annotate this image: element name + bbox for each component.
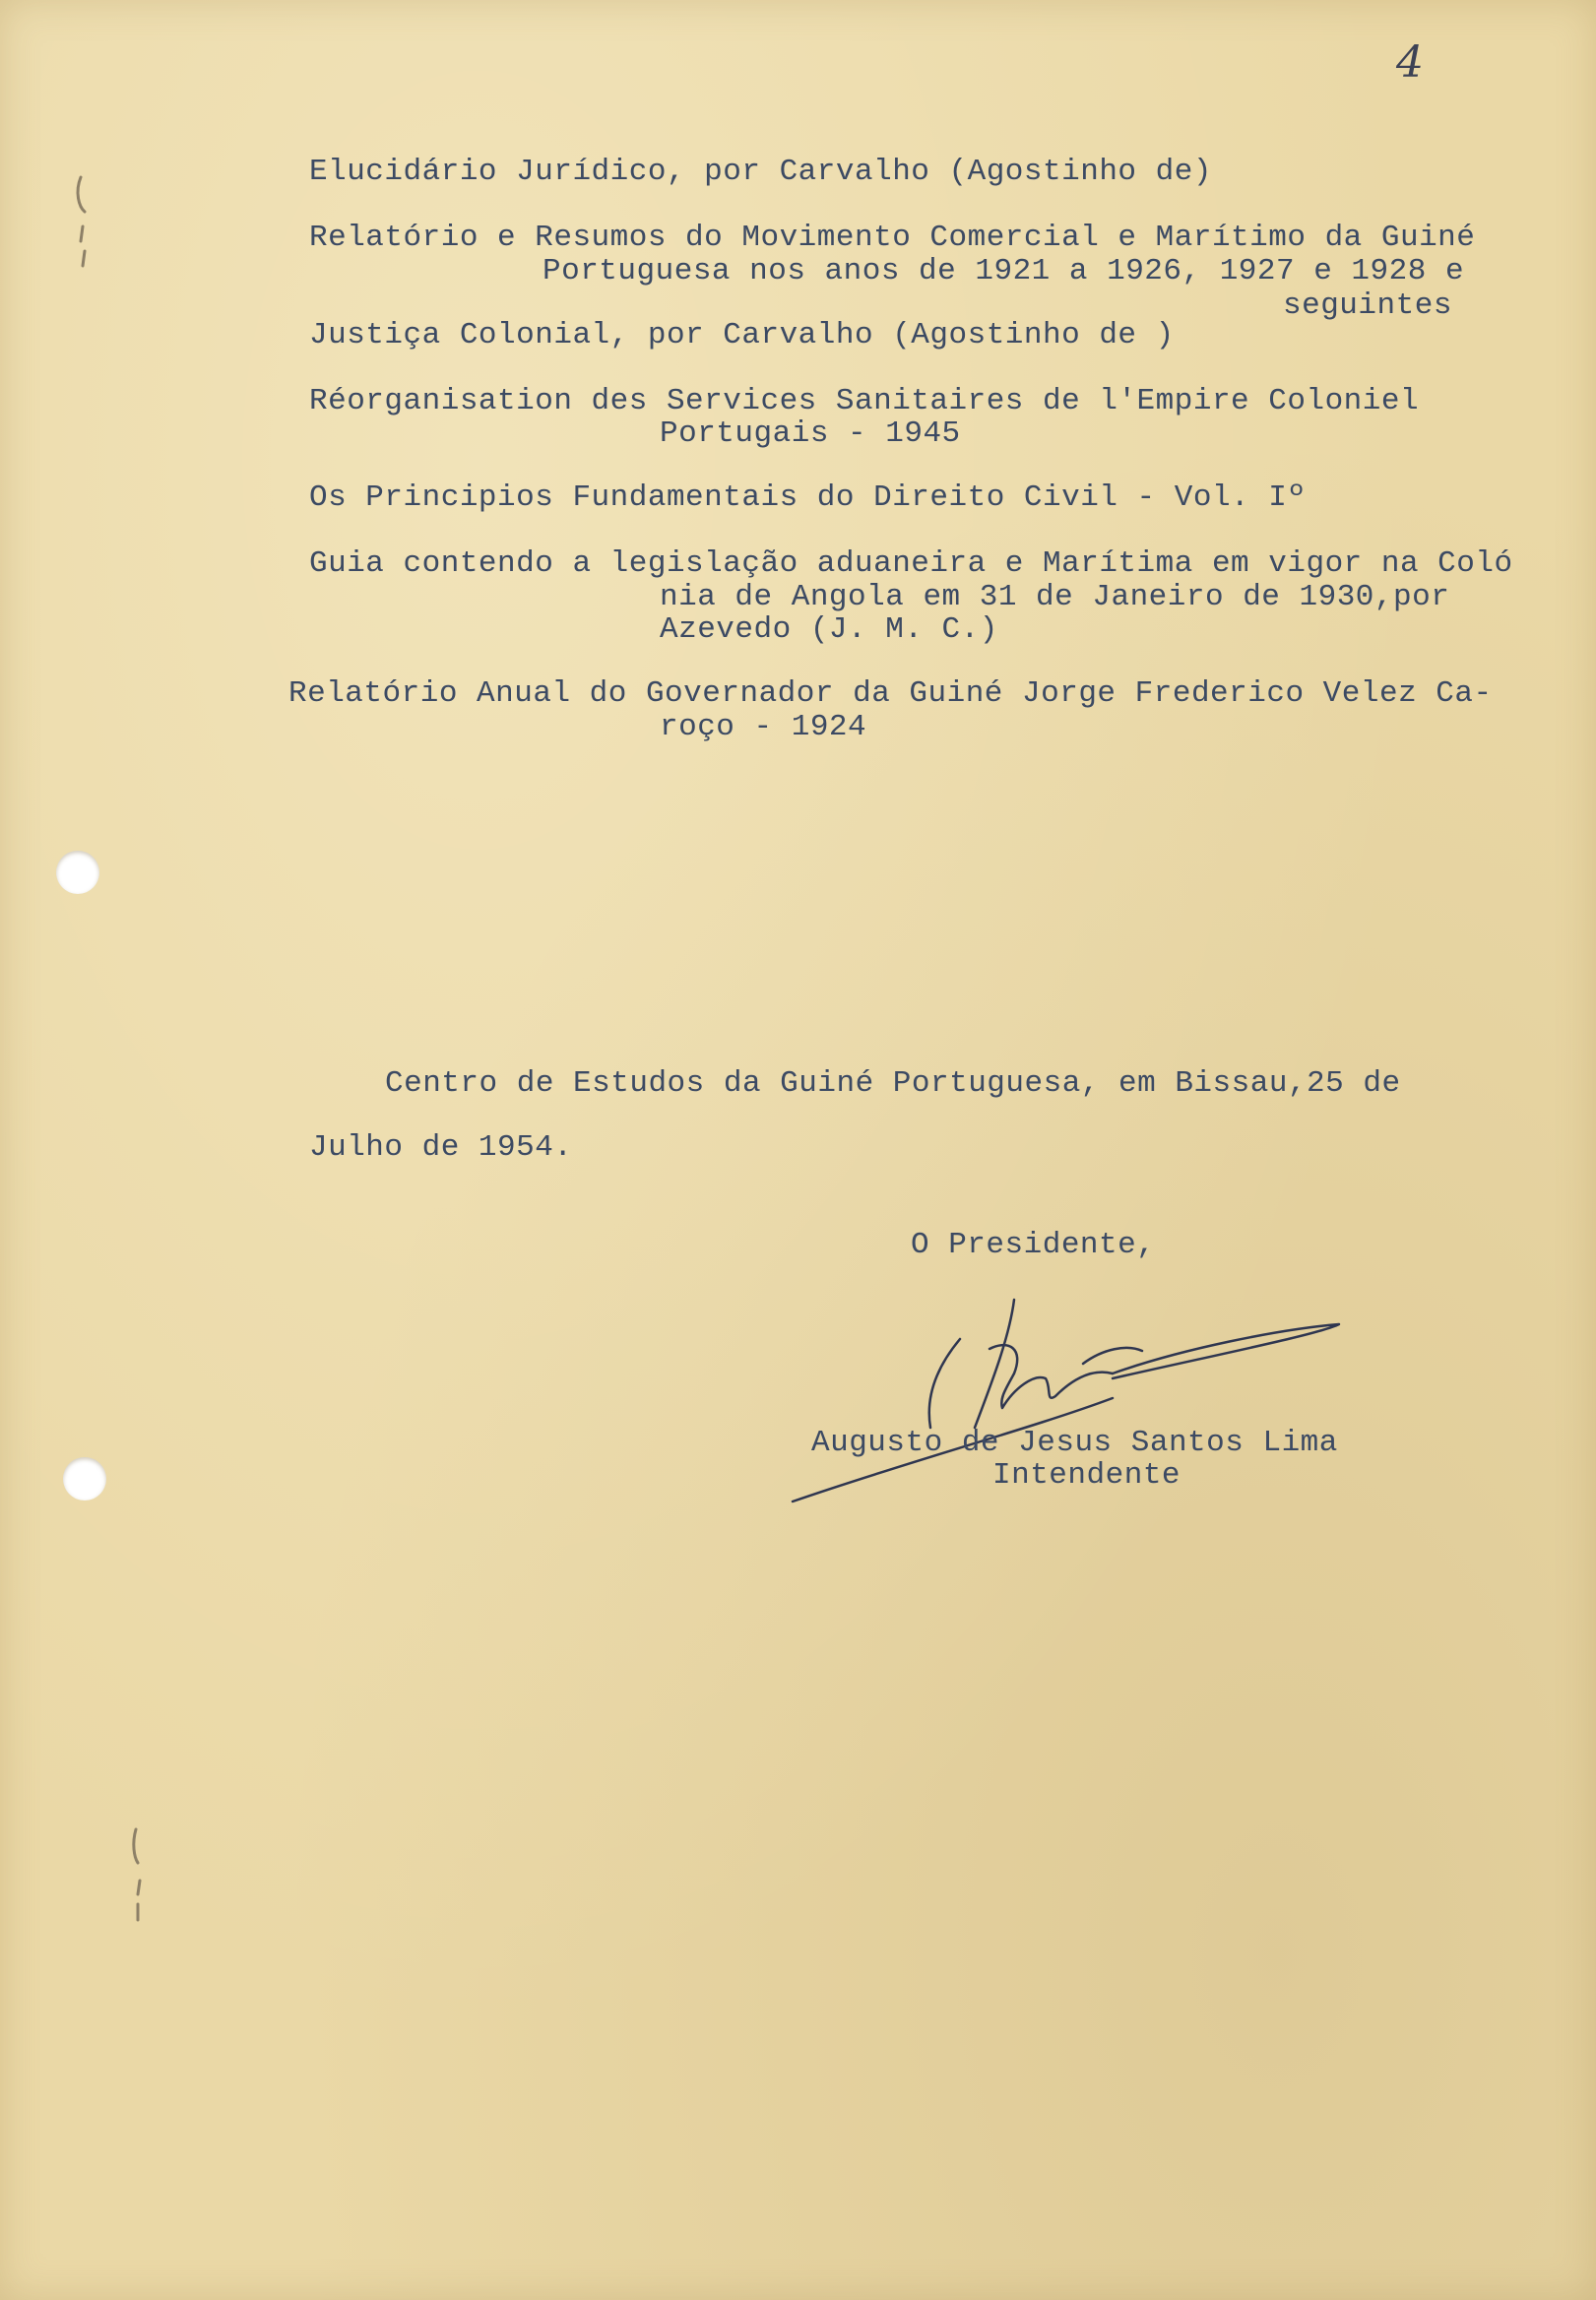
signatory-salutation: O Presidente, [911,1228,1156,1262]
entry-3-line-1: Justiça Colonial, por Carvalho (Agostinho de ) [309,318,1175,352]
entry-7-line-1: Relatório Anual do Governador da Guiné Jorge Frederico Velez Ca- [288,676,1493,711]
closing-place-date: Centro de Estudos da Guiné Portuguesa, em Bissau,25 de [385,1066,1401,1101]
signatory-name: Augusto de Jesus Santos Lima [811,1426,1338,1460]
closing-date-continued: Julho de 1954. [309,1130,573,1165]
margin-staple-mark-lower [118,1821,158,1930]
entry-6-line-3: Azevedo (J. M. C.) [660,612,998,647]
signatory-title: Intendente [992,1458,1181,1493]
entry-6-line-2: nia de Angola em 31 de Janeiro de 1930,por [660,580,1450,614]
entry-2-line-1: Relatório e Resumos do Movimento Comercial e Marítimo da Guiné [309,221,1476,255]
entry-4-line-1: Réorganisation des Services Sanitaires de l'Empire Coloniel [309,384,1420,418]
entry-6-line-1: Guia contendo a legislação aduaneira e Marítima em vigor na Coló [309,546,1513,581]
entry-5-line-1: Os Principios Fundamentais do Direito Civil - Vol. Iº [309,480,1307,515]
entry-7-line-2: roço - 1924 [660,710,867,744]
entry-1-line-1: Elucidário Jurídico, por Carvalho (Agostinho de) [309,155,1212,189]
page-number: 4 [1396,37,1424,88]
entry-2-line-3: seguintes [1283,288,1452,323]
entry-4-line-2: Portugais - 1945 [660,416,961,451]
punch-hole-lower [63,1457,106,1501]
margin-staple-mark-upper [61,167,100,276]
entry-2-line-2: Portuguesa nos anos de 1921 a 1926, 1927 e 1928 e [543,254,1465,288]
handwritten-signature [788,1280,1349,1536]
punch-hole-upper [56,851,99,894]
